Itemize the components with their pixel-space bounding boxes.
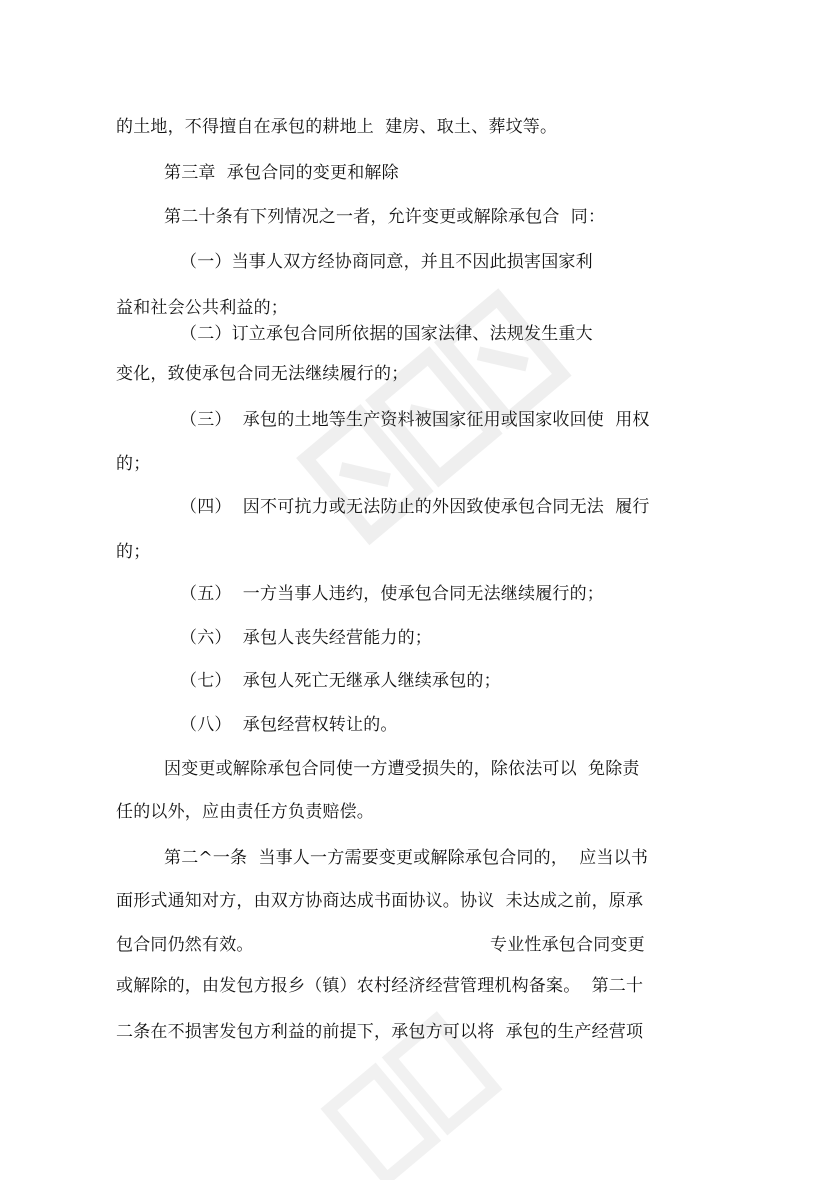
liability-line-2: 任的以外，应由责任方负责赔偿。 <box>116 802 374 822</box>
article-21-line-3-right: 专业性承包合同变更 <box>490 935 645 955</box>
item-3-line-1: （三） 承包的土地等生产资料被国家征用或国家收回使 用权 <box>180 410 650 430</box>
chapter-heading: 第三章 承包合同的变更和解除 <box>164 163 399 183</box>
liability-line-1: 因变更或解除承包合同使一方遭受损失的，除依法可以 免除责 <box>164 759 640 779</box>
article-21-line-1: 第二^一条 当事人一方需要变更或解除承包合同的， 应当以书 <box>164 848 649 868</box>
item-1-line-2: 益和社会公共利益的； <box>116 298 288 318</box>
item-2-line-1: （二）订立承包合同所依据的国家法律、法规发生重大 <box>180 324 593 344</box>
article-22-line-1: 二条在不损害发包方利益的前提下，承包方可以将 承包的生产经营项 <box>116 1022 644 1042</box>
item-1-line-1: （一）当事人双方经协商同意，并且不因此损害国家利 <box>180 252 593 272</box>
article-21-line-3: 包合同仍然有效。 <box>116 935 254 955</box>
item-7: （七） 承包人死亡无继承人继续承包的； <box>180 671 501 691</box>
item-2-line-2: 变化，致使承包合同无法继续履行的； <box>116 364 409 384</box>
article-21-line-4: 或解除的，由发包方报乡（镇）农村经济经营管理机构备案。 第二十 <box>116 976 644 996</box>
item-5: （五） 一方当事人违约，使承包合同无法继续履行的； <box>180 584 605 604</box>
item-4-line-1: （四） 因不可抗力或无法防止的外因致使承包合同无法 履行 <box>180 497 650 517</box>
article-21-line-2: 面形式通知对方，由双方协商达成书面协议。协议 未达成之前，原承 <box>116 891 644 911</box>
item-8: （八） 承包经营权转让的。 <box>180 715 398 735</box>
text-line-1: 的土地，不得擅自在承包的耕地上 建房、取土、葬坟等。 <box>116 117 558 137</box>
item-6: （六） 承包人丧失经营能力的； <box>180 628 433 648</box>
item-3-line-2: 的； <box>116 454 151 474</box>
article-20-heading: 第二十条有下列情况之一者，允许变更或解除承包合 同： <box>164 207 606 227</box>
item-4-line-2: 的； <box>116 542 151 562</box>
